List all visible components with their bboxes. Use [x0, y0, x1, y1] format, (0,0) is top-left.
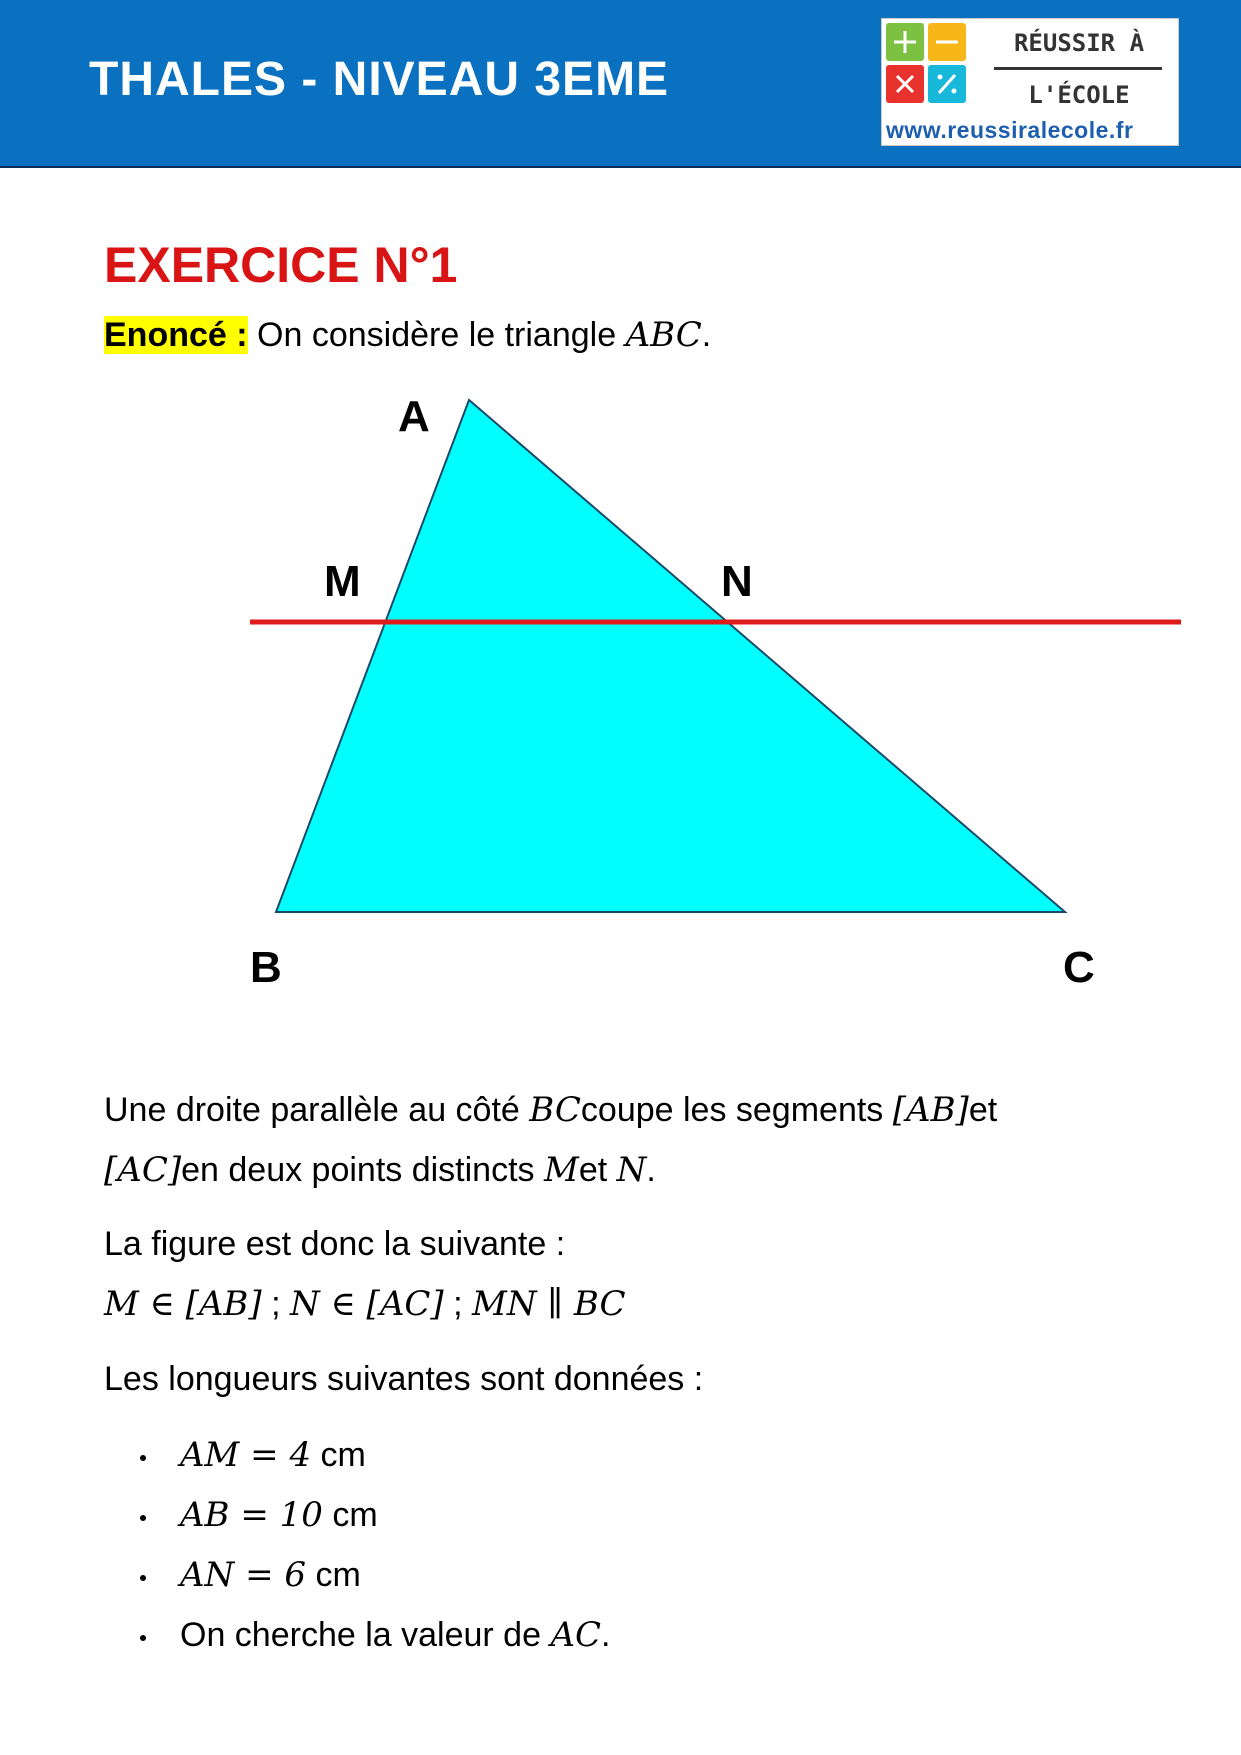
- p1-text-3: et: [968, 1091, 998, 1129]
- p1-math-n: N: [616, 1150, 647, 1190]
- logo-divider: [994, 67, 1162, 70]
- given-unit: cm: [322, 1496, 378, 1534]
- statement-label: Enoncé :: [104, 316, 248, 354]
- p1-text-6: .: [646, 1151, 656, 1189]
- site-logo[interactable]: [881, 18, 1179, 146]
- statement-end: .: [701, 316, 712, 354]
- list-item: [140, 1545, 610, 1605]
- given-unit: cm: [306, 1556, 361, 1594]
- given-an: AN = 6: [180, 1555, 307, 1595]
- statement-line: [104, 315, 711, 355]
- logo-line2: L'ÉCOLE: [1028, 81, 1130, 109]
- paragraph-3: [104, 1349, 1144, 1409]
- list-item: [140, 1425, 610, 1485]
- p1-text-2: coupe les segments: [580, 1091, 893, 1129]
- paragraph-2: [104, 1214, 1144, 1334]
- p2-relation-parallel: MN ∥ BC: [472, 1284, 626, 1324]
- minus-icon: [928, 23, 966, 61]
- p1-text-1: Une droite parallèle au côté: [104, 1091, 530, 1129]
- p2-sep-1: ;: [261, 1285, 291, 1323]
- multiply-icon: [886, 65, 924, 103]
- p1-math-bc: BC: [529, 1090, 581, 1130]
- page-header: [0, 0, 1241, 168]
- p2-intro: La figure est donc la suivante :: [104, 1225, 566, 1263]
- percent-icon: [928, 65, 966, 103]
- p1-math-ac: [AC]: [104, 1150, 182, 1190]
- point-label-a: A: [398, 392, 430, 441]
- exercise-title: EXERCICE N°1: [104, 237, 458, 293]
- list-item: [140, 1605, 610, 1665]
- statement-math: ABC: [625, 315, 702, 355]
- logo-line1: RÉUSSIR À: [1013, 29, 1145, 57]
- p1-text-4: en deux points distincts: [181, 1151, 544, 1189]
- point-label-b: B: [250, 943, 282, 992]
- p2-relation-n: N ∈ [AC]: [290, 1284, 444, 1324]
- question-end: .: [601, 1616, 611, 1654]
- p1-math-m: M: [544, 1150, 579, 1190]
- page-title: THALES - NIVEAU 3EME: [89, 53, 670, 106]
- statement-text: On considère le triangle: [247, 316, 626, 354]
- p1-text-5: et: [578, 1151, 617, 1189]
- given-unit: cm: [311, 1436, 366, 1474]
- list-item: [140, 1485, 610, 1545]
- point-label-n: N: [721, 557, 753, 606]
- point-label-c: C: [1063, 943, 1095, 992]
- triangle-figure: [0, 380, 1241, 1000]
- plus-icon: [886, 23, 924, 61]
- paragraph-1: [104, 1080, 1144, 1200]
- question-text: On cherche la valeur de: [180, 1616, 551, 1654]
- p1-math-ab: [AB]: [892, 1090, 969, 1130]
- p2-relation-m: M ∈ [AB]: [104, 1284, 262, 1324]
- triangle-abc: [276, 400, 1065, 912]
- point-label-m: M: [324, 557, 361, 606]
- givens-list: [140, 1425, 610, 1665]
- given-am: AM = 4: [180, 1435, 312, 1475]
- logo-url-link[interactable]: www.reussiralecole.fr: [886, 117, 1134, 143]
- p2-sep-2: ;: [443, 1285, 472, 1323]
- p3-intro: Les longueurs suivantes sont données :: [104, 1360, 704, 1398]
- given-ab: AB = 10: [180, 1495, 323, 1535]
- question-math: AC: [550, 1615, 602, 1655]
